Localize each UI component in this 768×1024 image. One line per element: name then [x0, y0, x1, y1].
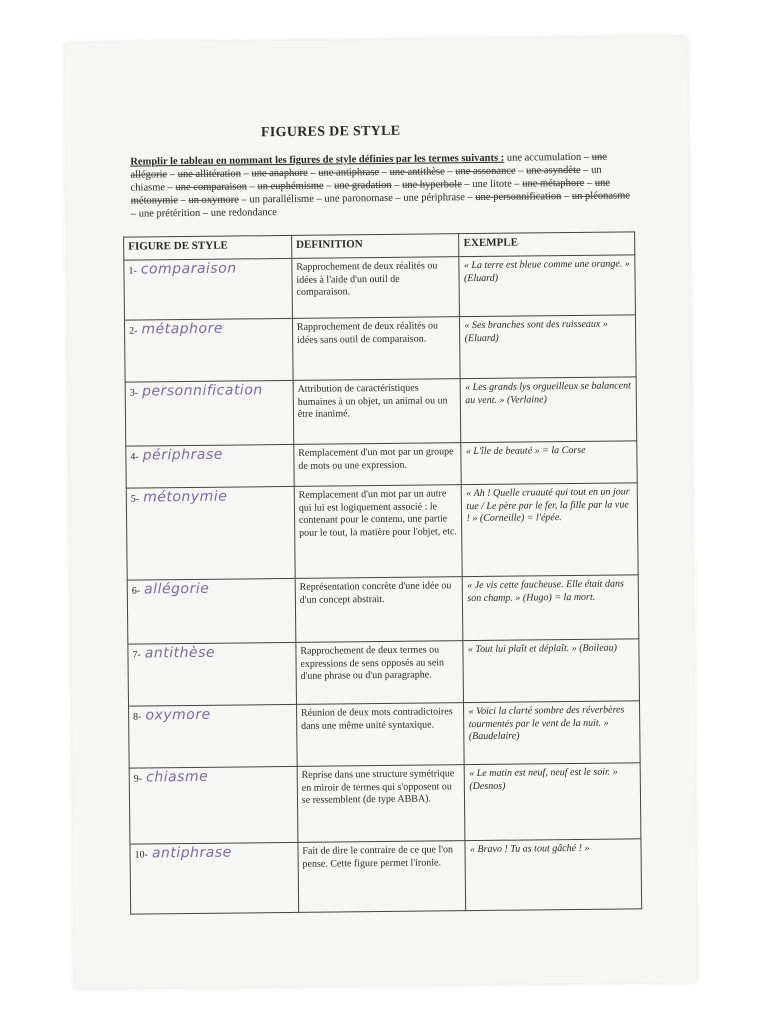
example-cell: « Ah ! Quelle cruauté qui tout en un jour tue / Le père par le fer, la fille par la vue ! » (Corneille) = l'épée. — [462, 483, 639, 577]
handwritten-answer: allégorie — [144, 580, 210, 598]
figure-cell — [129, 766, 298, 844]
figure-cell — [125, 380, 294, 446]
example-cell: « L'île de beauté » = la Corse — [461, 441, 637, 485]
definition-cell: Rapprochement de deux réalités ou idées à l'aide d'un outil de comparaison. — [292, 257, 460, 319]
term-item: une assonance — [455, 165, 516, 178]
example-cell: « Les grands lys orgueilleux se balancent au vent. » (Verlaine) — [461, 377, 637, 443]
term-item: une personnification — [475, 191, 562, 203]
row-number: 2- — [129, 325, 138, 337]
example-cell: « Je vis cette faucheuse. Elle était dans son champ. » (Hugo) = la mort. — [463, 575, 639, 641]
handwritten-answer: antithèse — [144, 644, 216, 662]
example-cell: « Tout lui plaît et déplaît. » (Boileau) — [463, 639, 639, 703]
term-item: une prétérition — [138, 207, 201, 220]
row-number: 5- — [130, 493, 140, 505]
example-cell: « Le matin est neuf, neuf est le soir. » (Desnos) — [465, 763, 641, 841]
terms-list: une accumulation – une allégorie – une allitération – une anaphore – une antiphrase – une antithèse – une assonance – une asyndète – un chiasme – une comparaison – un euphémisme – une gradation – une hyperbole – une litote – une métaphore – une métonymie – un oxymore – un parallélisme – une paronomase – une périphrase – une personnification – un pléonasme – une prétérition – une redondance — [130, 151, 630, 220]
header-figure: FIGURE DE STYLE — [124, 235, 292, 260]
term-item: une métonymie — [130, 177, 611, 207]
term-item: une redondance — [210, 207, 278, 219]
instructions — [130, 150, 636, 220]
page-title: FIGURES DE STYLE — [260, 123, 401, 141]
definition-cell: Remplacement d'un mot par un autre qui lui est logiquement associé : le contenant pour le contenu, une partie pour le tout, la matière pour l'objet, etc. — [294, 485, 463, 579]
term-item: une comparaison — [175, 181, 247, 194]
figure-cell — [130, 842, 299, 914]
term-item: un pléonasme — [571, 190, 630, 202]
term-item: un oxymore — [188, 194, 239, 206]
table-row — [125, 377, 637, 446]
definition-cell: Représentation concrète d'une idée ou d'un concept abstrait. — [295, 577, 463, 643]
figure-cell — [124, 318, 292, 382]
term-item: une périphrase — [403, 192, 465, 204]
definition-cell: Attribution de caractéristiques humaines à un objet, un animal ou un être inanimé. — [293, 379, 461, 445]
handwritten-answer: oxymore — [145, 706, 211, 724]
term-item: une antiphrase — [318, 167, 380, 179]
handwritten-answer: métonymie — [143, 488, 228, 506]
definition-cell: Remplacement d'un mot par un groupe de mots ou une expression. — [294, 443, 462, 487]
handwritten-answer: chiasme — [146, 768, 209, 786]
table-row — [130, 839, 642, 914]
term-item: un parallélisme — [249, 193, 314, 206]
figure-cell — [126, 444, 294, 488]
term-item: une accumulation — [506, 151, 582, 164]
figure-cell — [128, 642, 296, 706]
row-number: 10- — [134, 849, 148, 861]
handwritten-answer: métaphore — [141, 320, 224, 338]
term-item: une litote — [472, 178, 512, 191]
term-item: une hyperbole — [402, 179, 462, 191]
term-item: une gradation — [334, 179, 392, 192]
definition-cell: Rapprochement de deux réalités ou idées sans outil de comparaison. — [292, 317, 460, 381]
row-number: 6- — [131, 585, 141, 597]
instructions-heading: Remplir le tableau en nommant les figures de style définies par les termes suivants : — [130, 152, 505, 168]
definition-cell: Réunion de deux mots contradictoires dans une même unité syntaxique. — [296, 703, 464, 767]
header-example: EXEMPLE — [459, 232, 635, 257]
table-row — [129, 701, 641, 768]
handwritten-answer: comparaison — [140, 260, 237, 278]
definition-cell: Fait de dire le contraire de ce que l'on pense. Cette figure permet l'ironie. — [298, 841, 466, 913]
term-item: une asyndète — [526, 164, 581, 177]
term-item: une paronomase — [324, 192, 393, 205]
figure-cell — [124, 258, 292, 320]
table-row — [124, 315, 636, 382]
term-item: un chiasme — [130, 164, 602, 194]
term-item: une anaphore — [251, 167, 308, 180]
row-number: 3- — [129, 387, 139, 399]
figure-cell — [127, 578, 296, 644]
row-number: 7- — [132, 649, 141, 661]
figure-cell — [129, 704, 297, 768]
worksheet-page — [65, 37, 697, 988]
header-definition: DEFINITION — [291, 234, 459, 259]
table-row — [128, 639, 640, 706]
example-cell: « Voici la clarté sombre des réverbères tourmentés par le vent de la nuit. » (Baudelaire) — [464, 701, 640, 765]
term-item: une allégorie — [130, 151, 607, 181]
term-item: une métaphore — [522, 177, 585, 190]
row-number: 1- — [128, 265, 137, 277]
term-item: une allitération — [177, 168, 242, 181]
handwritten-answer: personnification — [141, 382, 263, 400]
example-cell: « La terre est bleue comme une orange. » (Eluard) — [459, 255, 635, 317]
table-row — [126, 441, 637, 488]
table-row — [129, 763, 641, 844]
figures-table — [123, 231, 642, 914]
table-row — [124, 255, 636, 320]
definition-cell: Reprise dans une structure symétrique en miroir de termes qui s'opposent ou se ressemblent (de type ABBA). — [297, 765, 465, 843]
example-cell: « Bravo ! Tu as tout gâché ! » — [465, 839, 641, 911]
row-number: 4- — [130, 451, 139, 463]
row-number: 9- — [133, 773, 143, 785]
term-item: une antithèse — [389, 166, 445, 178]
definition-cell: Rapprochement de deux termes ou expressions de sens opposés au sein d'une phrase ou d'un paragraphe. — [296, 641, 464, 705]
handwritten-answer: antiphrase — [151, 844, 232, 862]
figure-cell — [126, 486, 295, 580]
row-number: 8- — [133, 711, 142, 723]
handwritten-answer: périphrase — [142, 446, 223, 464]
example-cell: « Ses branches sont des ruisseaux » (Eluard) — [460, 315, 636, 379]
table-row — [127, 575, 639, 644]
term-item: un euphémisme — [257, 180, 324, 193]
table-row — [126, 483, 638, 580]
